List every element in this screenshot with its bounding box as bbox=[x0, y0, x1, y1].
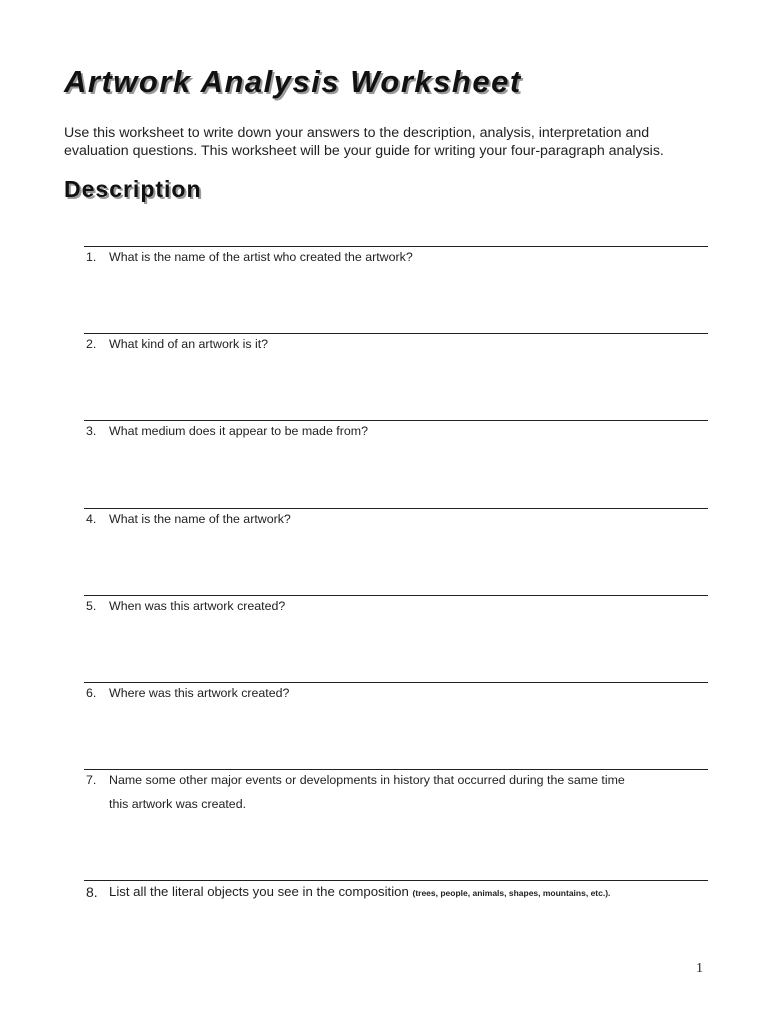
question-5 bbox=[84, 595, 708, 614]
page-number: 1 bbox=[696, 961, 703, 976]
intro-line-2: evaluation questions. This worksheet will be your guide for writing your four-paragraph analysis. bbox=[64, 143, 664, 159]
intro-paragraph bbox=[64, 124, 734, 160]
section-heading-description: Description bbox=[64, 176, 202, 202]
question-6 bbox=[84, 682, 708, 701]
question-7 bbox=[84, 769, 708, 812]
question-1 bbox=[84, 246, 708, 265]
question-number: 2. bbox=[86, 337, 97, 351]
question-number: 8. bbox=[86, 884, 98, 900]
page-title: Artwork Analysis Worksheet bbox=[64, 64, 522, 99]
intro-line-1: Use this worksheet to write down your answers to the description, analysis, interpretation and bbox=[64, 125, 650, 141]
question-text-line-1: Name some other major events or developments in history that occurred during the same time bbox=[109, 773, 625, 787]
question-number: 6. bbox=[86, 686, 97, 700]
question-number: 3. bbox=[86, 424, 97, 438]
question-text bbox=[109, 772, 708, 812]
question-number: 4. bbox=[86, 512, 97, 526]
question-2 bbox=[84, 333, 708, 352]
question-number: 5. bbox=[86, 599, 97, 613]
question-text-line-2: this artwork was created. bbox=[109, 797, 247, 811]
question-text: When was this artwork created? bbox=[109, 599, 286, 613]
question-3 bbox=[84, 420, 708, 439]
question-text: Where was this artwork created? bbox=[109, 686, 290, 700]
question-number: 1. bbox=[86, 250, 97, 264]
question-text: What is the name of the artwork? bbox=[109, 512, 291, 526]
question-text bbox=[109, 883, 708, 902]
question-text: What is the name of the artist who created the artwork? bbox=[109, 250, 413, 264]
question-text-main: List all the literal objects you see in the composition bbox=[109, 884, 413, 899]
question-4 bbox=[84, 508, 708, 527]
question-text: What kind of an artwork is it? bbox=[109, 337, 269, 351]
question-number: 7. bbox=[86, 773, 97, 787]
question-8 bbox=[84, 880, 708, 902]
question-note: (trees, people, animals, shapes, mountains, etc.). bbox=[412, 888, 611, 898]
question-text: What medium does it appear to be made from? bbox=[109, 424, 368, 438]
